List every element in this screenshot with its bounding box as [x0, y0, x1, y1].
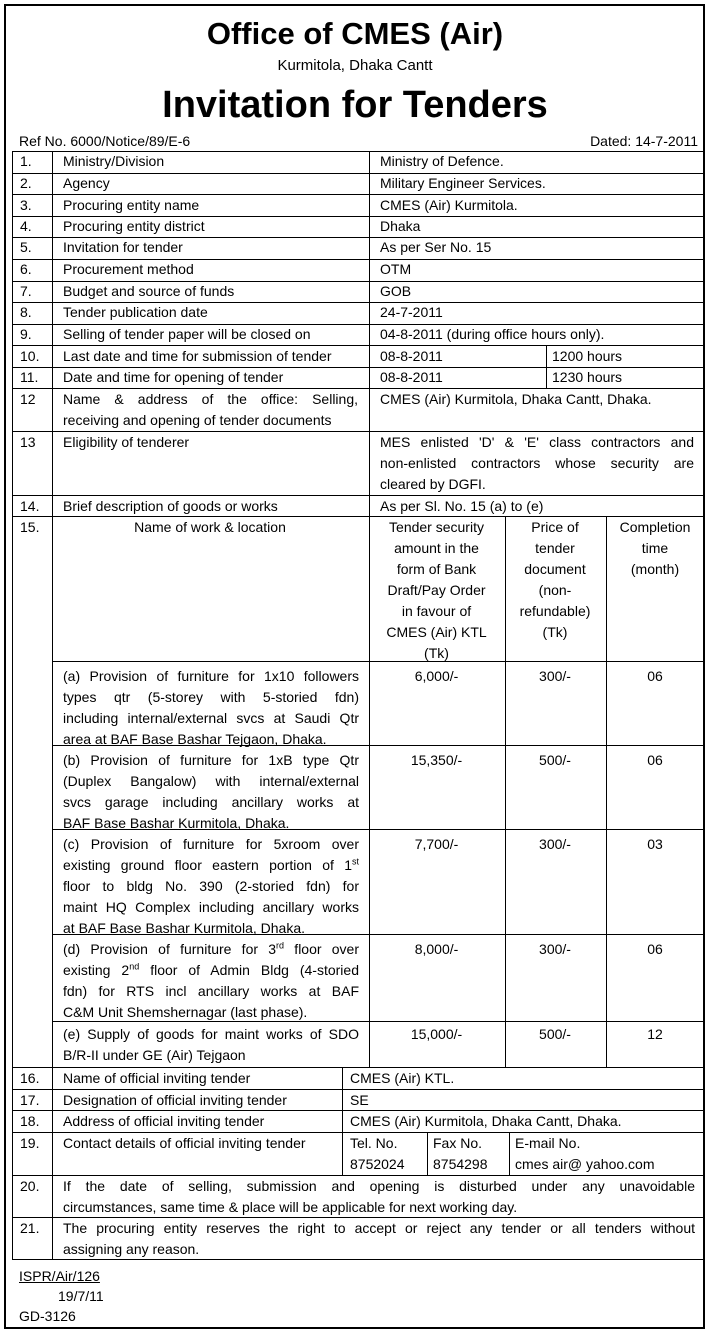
email-address: cmes air@ yahoo.com	[515, 1156, 655, 1172]
header-line: Tender security	[389, 519, 484, 535]
email-label: E-mail No.	[515, 1135, 581, 1151]
header-line: (Tk)	[424, 645, 449, 661]
office-title: Office of CMES (Air)	[206, 16, 504, 51]
work-line: B/R-II under GE (Air) Tejgaon	[63, 1047, 246, 1063]
header-line: tender	[535, 540, 575, 556]
row-label: Date and time for opening of tender	[63, 369, 284, 385]
work-line: svcs garage including ancillary works at	[63, 794, 359, 810]
work-line: (c) Provision of furniture for 5xroom over	[63, 836, 359, 852]
row-no: 7.	[20, 283, 32, 299]
row-value: 08-8-2011	[380, 348, 443, 364]
ordinal-suffix: rd	[276, 940, 285, 951]
work-item-d	[63, 939, 359, 1023]
works-header-security	[369, 517, 504, 664]
row-value: 04-8-2011 (during office hours only).	[380, 326, 605, 342]
row-label: receiving and opening of tender documents	[63, 412, 332, 428]
row-value: As per Sl. No. 15 (a) to (e)	[380, 498, 544, 514]
row-no: 19.	[20, 1135, 40, 1151]
row-label: Name of official inviting tender	[63, 1070, 251, 1086]
work-line: types qtr (5-storey with 5-storied fdn)	[63, 689, 359, 705]
row-value: CMES (Air) Kurmitola, Dhaka Cantt, Dhaka.	[350, 1113, 622, 1129]
note-text: circumstances, same time & place will be applicable for next working day.	[63, 1199, 518, 1215]
row-value: 24-7-2011	[380, 304, 443, 320]
row-no: 2.	[20, 175, 32, 191]
row-label: Procuring entity name	[63, 197, 200, 213]
work-security: 6,000/-	[414, 668, 459, 684]
work-price: 500/-	[539, 1026, 571, 1042]
works-header-name: Name of work & location	[134, 519, 286, 535]
note-text: If the date of selling, submission and opening is disturbed under any unavoidable	[63, 1178, 695, 1194]
row-no: 14.	[20, 498, 40, 514]
row-no: 6.	[20, 261, 32, 277]
row-label: Invitation for tender	[63, 239, 183, 255]
ref-number: Ref No. 6000/Notice/89/E-6	[19, 133, 191, 149]
work-time: 06	[647, 941, 663, 957]
row-label: Agency	[63, 175, 110, 191]
row-value: Ministry of Defence.	[380, 153, 504, 169]
work-line: (e) Supply of goods for maint works of SDO	[63, 1026, 359, 1042]
header-line: CMES (Air) KTL	[386, 624, 487, 640]
row-label: Budget and source of funds	[63, 283, 235, 299]
work-time: 06	[647, 752, 663, 768]
work-price: 300/-	[539, 941, 571, 957]
work-line: area at BAF Base Bashar Tejgaon, Dhaka.	[63, 731, 327, 747]
header-line: Completion	[619, 519, 691, 535]
work-line-text: floor over	[284, 941, 360, 957]
header-line: time	[641, 540, 669, 556]
work-line	[63, 939, 359, 960]
row-no: 21.	[20, 1220, 40, 1236]
row-no: 12	[20, 391, 36, 407]
work-item-e	[63, 1024, 359, 1066]
gd-code: GD-3126	[19, 1308, 76, 1324]
row-no: 3.	[20, 197, 32, 213]
work-security: 7,700/-	[414, 836, 459, 852]
header-line: (non-	[538, 582, 572, 598]
table-rule	[704, 151, 705, 1260]
page-title: Invitation for Tenders	[162, 84, 548, 126]
work-time: 03	[647, 836, 663, 852]
row-label: Ministry/Division	[63, 153, 165, 169]
work-security: 15,350/-	[410, 752, 463, 768]
row-value: Military Engineer Services.	[380, 175, 546, 191]
table-rule	[427, 1132, 428, 1175]
row-value: non-enlisted contractors whose security are	[380, 455, 694, 471]
row-no: 5.	[20, 239, 32, 255]
ispr-code: ISPR/Air/126	[19, 1268, 100, 1284]
row-value: CMES (Air) Kurmitola, Dhaka Cantt, Dhaka.	[380, 391, 652, 407]
row-value: 08-8-2011	[380, 369, 443, 385]
note-text: The procuring entity reserves the right to accept or reject any tender or all tenders without	[63, 1220, 695, 1236]
row-label: Selling of tender paper will be closed on	[63, 326, 311, 342]
row-label: Designation of official inviting tender	[63, 1092, 287, 1108]
row-value: GOB	[380, 283, 412, 299]
ordinal-suffix: nd	[129, 961, 140, 972]
work-line: (b) Provision of furniture for 1xB type Qtr	[63, 752, 359, 768]
header-line: amount in the	[394, 540, 479, 556]
work-line: maint HQ Complex including ancillary works	[63, 899, 359, 915]
work-line: (Duplex Bangalow) with internal/external	[63, 773, 359, 789]
tel-label: Tel. No.	[350, 1135, 398, 1151]
work-security: 15,000/-	[410, 1026, 463, 1042]
header-line: Draft/Pay Order	[387, 582, 486, 598]
works-header-price	[505, 517, 605, 643]
header-line: form of Bank	[396, 561, 477, 577]
row-label: Address of official inviting tender	[63, 1113, 265, 1129]
row-no: 15.	[20, 519, 40, 535]
work-line-text: existing 2	[63, 962, 130, 978]
work-line	[63, 855, 359, 876]
fax-label: Fax No.	[433, 1135, 483, 1151]
work-line: fdn) for RTS incl ancillary works at BAF	[63, 983, 359, 999]
row-no: 4.	[20, 218, 32, 234]
row-value: CMES (Air) KTL.	[350, 1070, 455, 1086]
work-line-text: existing ground floor eastern portion of 1	[63, 857, 352, 873]
header-line: (month)	[630, 561, 680, 577]
row-label: Name & address of the office: Selling,	[63, 391, 358, 407]
table-rule	[12, 151, 13, 1260]
work-item-b	[63, 750, 359, 834]
note-text: assigning any reason.	[63, 1241, 200, 1257]
work-time: 12	[647, 1026, 663, 1042]
header-line: refundable)	[519, 603, 591, 619]
row-label: Procurement method	[63, 261, 194, 277]
header-line: in favour of	[401, 603, 472, 619]
table-rule	[546, 345, 547, 388]
work-security: 8,000/-	[414, 941, 459, 957]
fax-number: 8754298	[433, 1156, 488, 1172]
work-price: 300/-	[539, 668, 571, 684]
row-no: 1.	[20, 153, 32, 169]
work-line: floor to bldg No. 390 (2-storied fdn) for	[63, 878, 359, 894]
row-label: Eligibility of tenderer	[63, 434, 190, 450]
work-line: BAF Base Bashar Kurmitola, Dhaka.	[63, 815, 290, 831]
row-value: OTM	[380, 261, 412, 277]
work-line: C&M Unit Shemshernagar (last phase).	[63, 1004, 308, 1020]
office-address: Kurmitola, Dhaka Cantt	[277, 57, 433, 74]
table-rule	[509, 1132, 510, 1175]
header-line: Price of	[531, 519, 579, 535]
row-value: As per Ser No. 15	[380, 239, 492, 255]
work-item-c	[63, 834, 359, 939]
row-no: 9.	[20, 326, 32, 342]
header-line: (Tk)	[542, 624, 568, 640]
work-price: 300/-	[539, 836, 571, 852]
header-line: document	[524, 561, 586, 577]
row-value-time: 1200 hours	[552, 348, 623, 364]
work-line: (a) Provision of furniture for 1x10 followers	[63, 668, 359, 684]
row-value: Dhaka	[380, 218, 421, 234]
row-value: cleared by DGFI.	[380, 476, 486, 492]
ordinal-suffix: st	[351, 856, 359, 867]
work-line: at BAF Base Bashar Kurmitola, Dhaka.	[63, 920, 305, 936]
table-rule	[52, 151, 53, 1260]
dated: Dated: 14-7-2011	[590, 133, 698, 149]
row-no: 8.	[20, 304, 32, 320]
work-line: including internal/external svcs at Saudi Qtr	[63, 710, 359, 726]
row-value: MES enlisted 'D' & 'E' class contractors and	[380, 434, 694, 450]
row-label: Last date and time for submission of tender	[63, 348, 332, 364]
row-no: 18.	[20, 1113, 40, 1129]
row-value-time: 1230 hours	[552, 369, 623, 385]
tel-number: 8752024	[350, 1156, 405, 1172]
row-value: SE	[350, 1092, 369, 1108]
row-label: Contact details of official inviting tender	[63, 1135, 306, 1151]
work-price: 500/-	[539, 752, 571, 768]
row-no: 13	[20, 434, 36, 450]
work-line-text: (d) Provision of furniture for 3	[63, 941, 277, 957]
row-label: Tender publication date	[63, 304, 208, 320]
row-value: CMES (Air) Kurmitola.	[380, 197, 518, 213]
works-header-completion	[606, 517, 704, 580]
row-no: 17.	[20, 1092, 40, 1108]
work-item-a	[63, 666, 359, 750]
work-line-text: floor of Admin Bldg (4-storied	[139, 962, 359, 978]
table-rule	[12, 173, 704, 174]
row-no: 16.	[20, 1070, 40, 1086]
work-line	[63, 960, 359, 981]
table-rule	[606, 516, 607, 1067]
work-time: 06	[647, 668, 663, 684]
row-no: 20.	[20, 1178, 40, 1194]
row-no: 11.	[20, 369, 39, 385]
row-label: Brief description of goods or works	[63, 498, 278, 514]
row-no: 10.	[20, 348, 40, 364]
footer-date: 19/7/11	[58, 1288, 104, 1304]
row-label: Procuring entity district	[63, 218, 205, 234]
table-rule	[342, 1067, 343, 1175]
